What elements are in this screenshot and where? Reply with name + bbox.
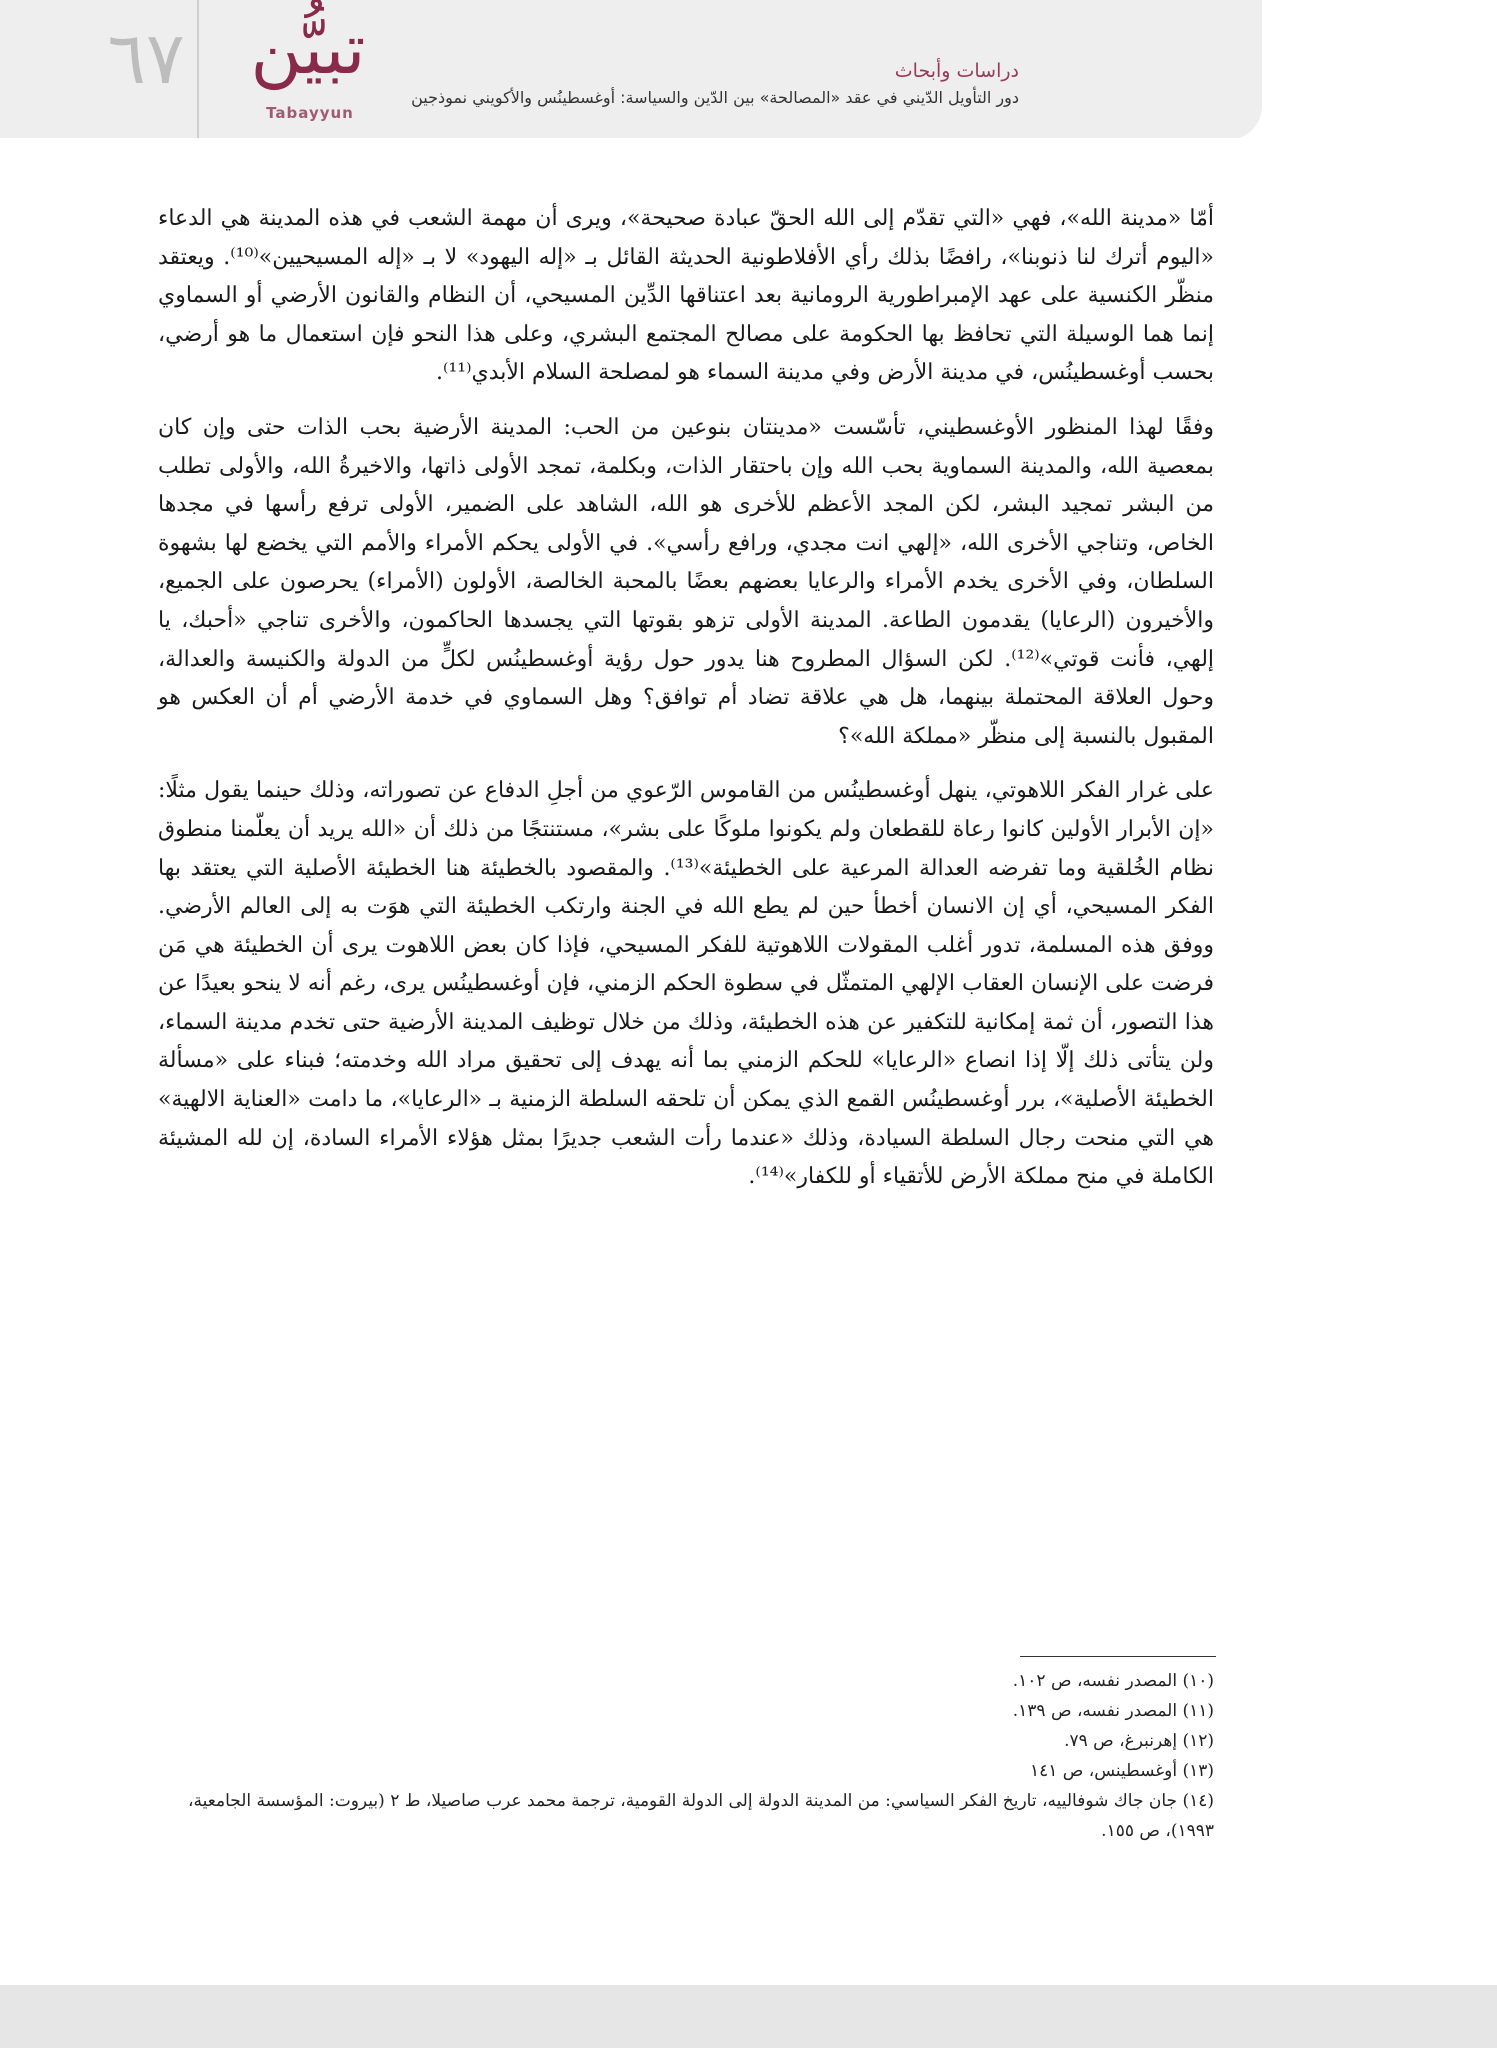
footnote: (١٤) جان جاك شوفالييه، تاريخ الفكر السياسي: من المدينة الدولة إلى الدولة القومية، ترجمة محمد عرب صاصيلا، ط ٢ (بيروت: المؤسسة الجامعية، ١٩٩٣)، ص ١٥٥.	[188, 1791, 1214, 1841]
journal-logo	[212, 8, 402, 130]
logo-arabic-wordmark: تبيُّن	[250, 8, 366, 90]
footnote: (١٢) إهرنبرغ، ص ٧٩.	[1064, 1731, 1214, 1751]
footnote: (١٠) المصدر نفسه، ص ١٠٢.	[1012, 1671, 1214, 1691]
footnote: (١٣) أوغسطينس، ص ١٤١	[1029, 1761, 1214, 1781]
section-label: دراسات وأبحاث	[894, 60, 1019, 82]
footnote: (١١) المصدر نفسه، ص ١٣٩.	[1012, 1701, 1214, 1721]
paragraph: وفقًا لهذا المنظور الأوغسطيني، تأسّست «مدينتان بنوعين من الحب: المدينة الأرضية بحب الذات حتى وإن كان بمعصية الله، والمدينة السماوية بحب الله وإن باحتقار الذات، وبكلمة، تمجد الأولى ذاتها، والاخيرةُ الله، والأولى تطلب من البشر تمجيد البشر، لكن المجد الأعظم للأخرى هو الله، الشاهد على الضمير، الأولى ترفع رأسها في مجدها الخاص، وتناجي الأخرى الله، «إلهي انت مجدي، ورافع رأسي». في الأولى يحكم الأمراء والأمم التي يخضع لها بشهوة السلطان، وفي الأخرى يخدم الأمراء والرعايا بعضهم بعضًا بالمحبة الخالصة، الأولون (الأمراء) يحرصون على الجميع، والأخيرون (الرعايا) يقدمون الطاعة. المدينة الأولى تزهو بقوتها التي يجسدها الحاكمون، والأخرى تناجي «أحبك، يا إلهي، فأنت قوتي»⁽¹²⁾. لكن السؤال المطروح هنا يدور حول رؤية أوغسطينُس لكلٍّ من الدولة والكنيسة والعدالة، وحول العلاقة المحتملة بينهما، هل هي علاقة تضاد أم توافق؟ وهل السماوي في خدمة الأرضي أم أن العكس هو المقبول بالنسبة إلى منظّر «مملكة الله»؟	[158, 414, 1215, 749]
paragraph: على غرار الفكر اللاهوتي، ينهل أوغسطينُس من القاموس الرّعوي من أجلِ الدفاع عن تصوراته، وذلك حينما يقول مثلًا: «إن الأبرار الأولين كانوا رعاة للقطعان ولم يكونوا ملوكًا على بشر»، مستنتجًا من ذلك أن «الله يريد أن يعلّمنا منطوق نظام الخُلقية وما تفرضه العدالة المرعية على الخطيئة»⁽¹³⁾. والمقصود بالخطيئة هنا الخطيئة الأصلية التي يعتقد بها الفكر المسيحي، أي إن الانسان أخطأ حين لم يطع الله في الجنة وارتكب الخطيئة التي هوَت به إلى العالم الأرضي. ووفق هذه المسلمة، تدور أغلب المقولات اللاهوتية للفكر المسيحي، فإذا كان بعض اللاهوت يرى أن الخطيئة هي مَن فرضت على الإنسان العقاب الإلهي المتمثّل في سطوة الحكم الزمني، فإن أوغسطينُس يرى، رغم أنه لا ينحو بعيدًا عن هذا التصور، أن ثمة إمكانية للتكفير عن هذه الخطيئة، وذلك من خلال توظيف المدينة الأرضية حتى تخدم مدينة السماء، ولن يتأتى ذلك إلّا إذا انصاع «الرعايا» للحكم الزمني بما أنه يهدف إلى تحقيق مراد الله وخدمته؛ فبناء على «مسألة الخطيئة الأصلية»، برر أوغسطينُس القمع الذي يمكن أن تلحقه السلطة الزمنية بـ «الرعايا»، ما دامت «العناية الالهية» هي التي منحت رجال السلطة السيادة، وذلك «عندما رأت الشعب جديرًا بمثل هؤلاء الأمراء السادة، إن لله المشيئة الكاملة في منح مملكة الأرض للأتقياء أو للكفار»⁽¹⁴⁾.	[158, 778, 1214, 1190]
footnotes	[158, 1666, 1214, 1846]
logo-latin-wordmark: Tabayyun	[266, 104, 354, 122]
article-body	[158, 200, 1214, 1213]
paragraph: أمّا «مدينة الله»، فهي «التي تقدّم إلى الله الحقّ عبادة صحيحة»، ويرى أن مهمة الشعب في هذه المدينة هي الدعاء «اليوم أترك لنا ذنوبنا»، رافضًا بذلك رأي الأفلاطونية الحديثة القائل بـ «إله اليهود» لا بـ «إله المسيحيين»⁽¹⁰⁾. ويعتقد منظّر الكنسية على عهد الإمبراطورية الرومانية بعد اعتناقها الدِّين المسيحي، أن النظام والقانون الأرضي أو السماوي إنما هما الوسيلة التي تحافظ بها الحكومة على مصالح المجتمع البشري، وعلى هذا النحو فإن استعمال ما هو أرضي، بحسب أوغسطينُس، في مدينة الأرض وفي مدينة السماء هو لمصلحة السلام الأبدي⁽¹¹⁾.	[158, 206, 1214, 386]
footnote-separator	[1020, 1656, 1216, 1657]
page-number: ٦٧	[107, 16, 185, 100]
header-divider	[197, 0, 199, 140]
header-band	[0, 0, 1262, 140]
running-title: دور التأويل الدّيني في عقد «المصالحة» بين الدّين والسياسة: أوغسطينُس والأكويني نموذجين	[411, 88, 1019, 107]
